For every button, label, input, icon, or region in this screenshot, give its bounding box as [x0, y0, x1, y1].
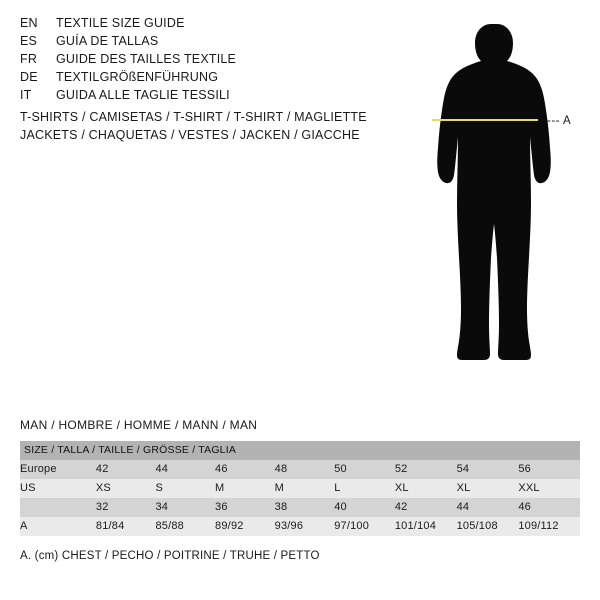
language-code: ES: [20, 34, 38, 48]
table-cell: 46: [518, 498, 580, 517]
language-text: TEXTILGRÖßENFÜHRUNG: [56, 70, 219, 84]
measure-callout-label: --- A: [547, 115, 572, 127]
language-row: [20, 70, 360, 88]
table-cell: 56: [518, 460, 580, 479]
language-row: [20, 34, 360, 52]
language-text: TEXTILE SIZE GUIDE: [56, 16, 185, 30]
language-code: EN: [20, 16, 38, 30]
language-row: [20, 52, 360, 70]
language-list: [20, 16, 360, 106]
table-cell: XL: [457, 479, 519, 498]
table-cell: 44: [457, 498, 519, 517]
table-cell: 97/100: [334, 517, 395, 536]
row-label: Europe: [20, 460, 96, 479]
garment-line-jackets: JACKETS / CHAQUETAS / VESTES / JACKEN / GIACCHE: [20, 128, 360, 142]
table-cell: 48: [275, 460, 335, 479]
table-cell: M: [275, 479, 335, 498]
language-row: [20, 88, 360, 106]
table-cell: XXL: [518, 479, 580, 498]
language-code: FR: [20, 52, 38, 66]
table-cell: 105/108: [457, 517, 519, 536]
table-cell: XS: [96, 479, 156, 498]
table-row: [20, 498, 580, 517]
size-table: [20, 441, 580, 536]
table-cell: 38: [275, 498, 335, 517]
table-cell: S: [155, 479, 215, 498]
table-cell: M: [215, 479, 275, 498]
table-header-row: [20, 441, 580, 460]
table-cell: 89/92: [215, 517, 275, 536]
table-row: [20, 460, 580, 479]
table-cell: 32: [96, 498, 156, 517]
language-row: [20, 16, 360, 34]
table-cell: 44: [155, 460, 215, 479]
male-silhouette-icon: [395, 10, 600, 410]
body-figure: [395, 10, 600, 410]
garment-line-tshirts: T-SHIRTS / CAMISETAS / T-SHIRT / T-SHIRT / MAGLIETTE: [20, 110, 367, 124]
table-row: [20, 479, 580, 498]
table-header-label: SIZE / TALLA / TAILLE / GRÖSSE / TAGLIA: [20, 441, 580, 460]
table-cell: 40: [334, 498, 395, 517]
table-title: MAN / HOMBRE / HOMME / MANN / MAN: [20, 418, 258, 432]
row-label: A: [20, 517, 96, 536]
table-row: [20, 517, 580, 536]
row-label: [20, 498, 96, 517]
language-text: GUÍA DE TALLAS: [56, 34, 159, 48]
table-cell: 85/88: [155, 517, 215, 536]
table-cell: 52: [395, 460, 457, 479]
table-cell: 42: [395, 498, 457, 517]
table-cell: L: [334, 479, 395, 498]
table-cell: 42: [96, 460, 156, 479]
table-cell: 109/112: [518, 517, 580, 536]
table-cell: 54: [457, 460, 519, 479]
footnote: A. (cm) CHEST / PECHO / POITRINE / TRUHE / PETTO: [20, 550, 320, 562]
row-label: US: [20, 479, 96, 498]
table-cell: 50: [334, 460, 395, 479]
language-text: GUIDE DES TAILLES TEXTILE: [56, 52, 237, 66]
language-code: DE: [20, 70, 38, 84]
table-cell: 36: [215, 498, 275, 517]
table-cell: XL: [395, 479, 457, 498]
table-cell: 101/104: [395, 517, 457, 536]
language-code: IT: [20, 88, 32, 102]
garment-type-list: [20, 110, 380, 146]
table-cell: 93/96: [275, 517, 335, 536]
table-cell: 34: [155, 498, 215, 517]
language-text: GUIDA ALLE TAGLIE TESSILI: [56, 88, 230, 102]
table-cell: 46: [215, 460, 275, 479]
table-cell: 81/84: [96, 517, 156, 536]
